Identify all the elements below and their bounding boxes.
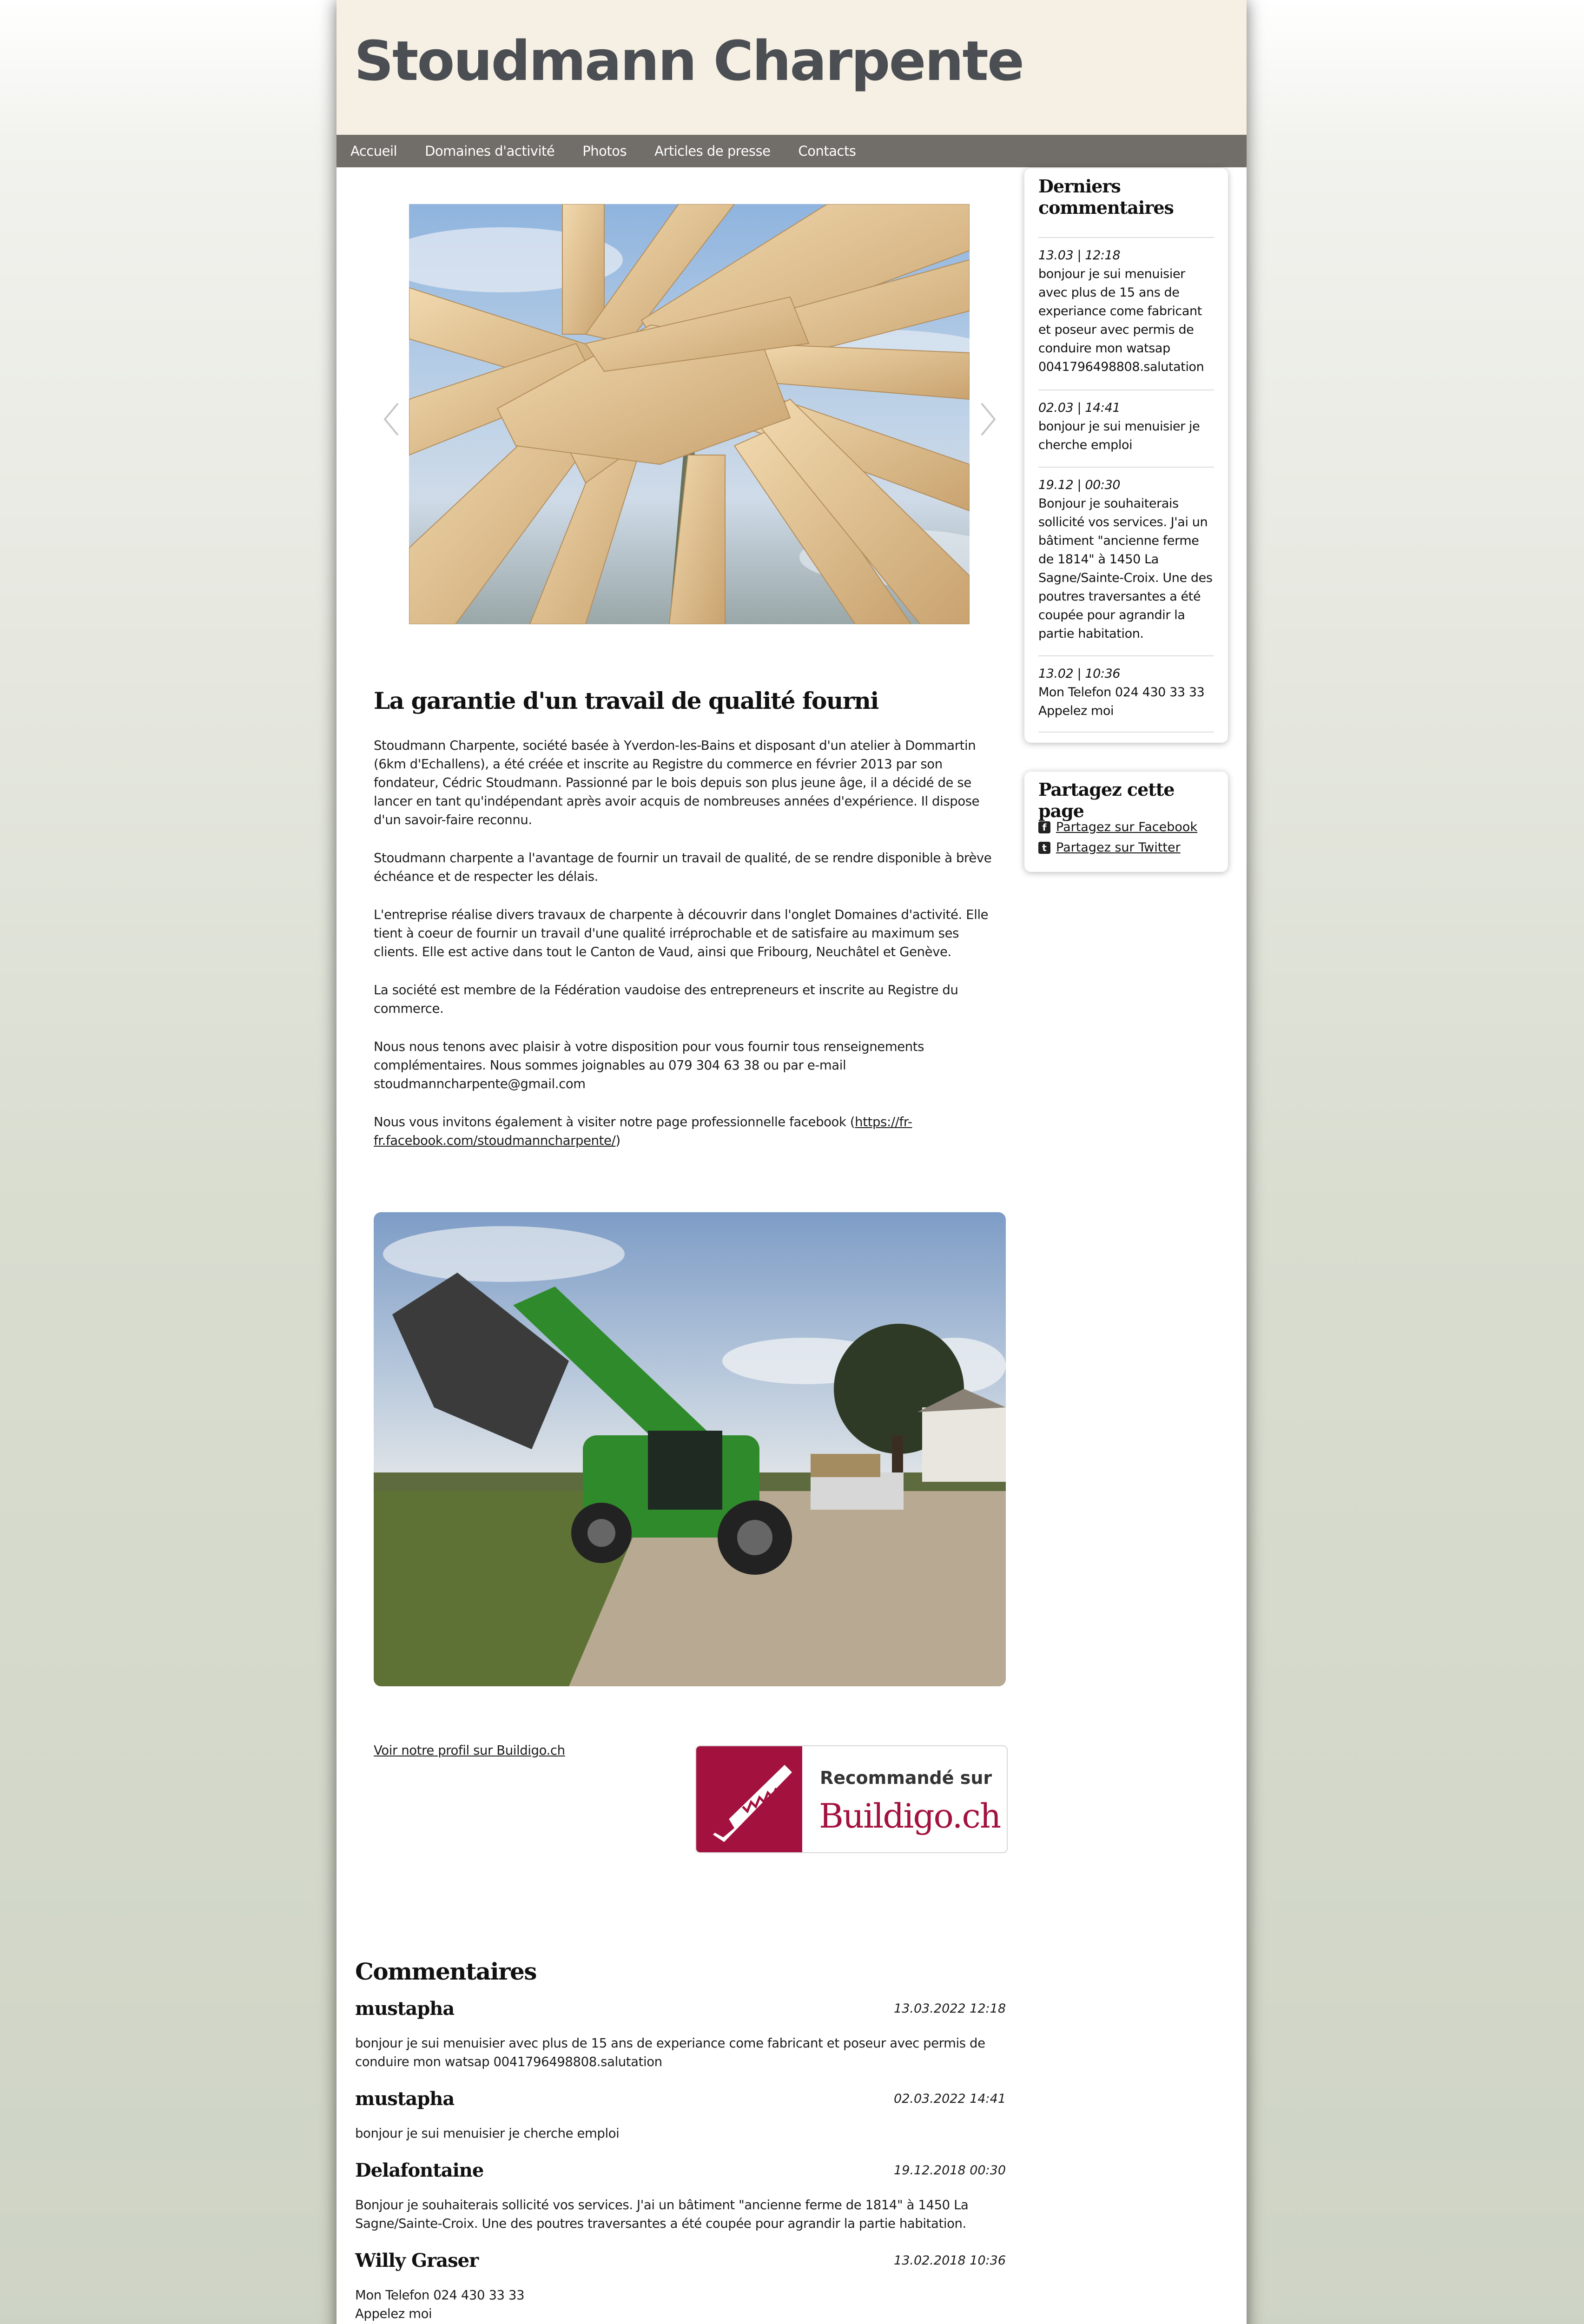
recent-comments-title: Derniers commentaires (1038, 176, 1174, 218)
slideshow-image (409, 204, 970, 624)
nav-item-contacts[interactable]: Contacts (798, 143, 856, 159)
slider-prev-arrow[interactable] (382, 401, 401, 438)
slider-next-arrow[interactable] (979, 401, 997, 438)
divider (1038, 655, 1214, 656)
comment-text: Bonjour je souhaiterais sollicité vos services. J'ai un bâtiment "ancienne ferme de 1814" à 1450 La Sagne/Sainte-Croix. Une des poutres traversantes a été coupée pour agrandir la partie habitation. (355, 2198, 969, 2231)
nav-item-articles[interactable]: Articles de presse (654, 143, 771, 159)
recent-comments-widget (1024, 168, 1228, 743)
nav-item-accueil[interactable]: Accueil (350, 143, 397, 159)
badge-buildigo-wordmark: Buildigo.ch (819, 1796, 1001, 1835)
comment-author: Willy Graser (355, 2250, 479, 2271)
share-twitter-row[interactable] (1038, 840, 1181, 855)
comment-date: 13.02.2018 10:36 (894, 2253, 1006, 2268)
recent-comment-date: 19.12 (1038, 478, 1074, 492)
recent-comment-date: 13.02 (1038, 667, 1074, 681)
recent-comment-text: Mon Telefon 024 430 33 33 Appelez moi (1038, 685, 1205, 718)
recent-comment-time: 10:36 (1085, 667, 1121, 681)
share-title: Partagez cette page (1038, 779, 1175, 821)
comment-text: Mon Telefon 024 430 33 33 Appelez moi (355, 2288, 525, 2321)
telehandler-photo (374, 1212, 1006, 1686)
facebook-paragraph (374, 1113, 1006, 1150)
share-widget (1024, 772, 1228, 872)
section-heading: La garantie d'un travail de qualité fourni (374, 687, 878, 714)
recent-comment-item[interactable]: 13.02 | 10:36 Mon Telefon 024 430 33 33 Appelez moi (1038, 667, 1205, 718)
recent-comment-text: bonjour je sui menuisier je cherche emploi (1038, 419, 1200, 452)
article-paragraph: Stoudmann Charpente, société basée à Yverdon-les-Bains et disposant d'un atelier à Dommartin (6km d'Echallens), a été créée et inscrite au Registre du commerce en février 2013 par son fondateur, Cédric Stoudmann. Passionné par le bois depuis son plus jeune âge, il a décidé de se lancer en tant qu'indépendant après avoir acquis de nombreuses années d'expérience. Il dispose d'un savoir-faire reconnu. (374, 738, 980, 827)
article-paragraph: L'entreprise réalise divers travaux de charpente à découvrir dans l'onglet Domaines d'activité. Elle tient à coeur de fournir un travail d'une qualité irréprochable et de satisfaire au maximum ses clients. Elle est active dans tout le Canton de Vaud, ainsi que Fribourg, Neuchâtel et Genève. (374, 907, 989, 959)
recent-comment-date: 13.03 (1038, 248, 1074, 263)
twitter-icon: t (1038, 842, 1050, 854)
comment-date: 13.03.2022 12:18 (894, 2001, 1006, 2016)
comment-author: mustapha (355, 2088, 455, 2110)
site-header (337, 0, 1247, 135)
facebook-icon: f (1038, 821, 1050, 833)
buildigo-profile-link[interactable]: Voir notre profil sur Buildigo.ch (374, 1743, 565, 1758)
article-paragraph: Stoudmann charpente a l'avantage de fournir un travail de qualité, de se rendre disponible à brève échéance et de respecter les délais. (374, 851, 992, 884)
recent-comment-item[interactable]: 19.12 | 00:30 Bonjour je souhaiterais sollicité vos services. J'ai un bâtiment "ancienne ferme de 1814" à 1450 La Sagne/Sainte-Croix. Une des poutres traversantes a été coupée pour agrandir la partie habitation. (1038, 478, 1213, 641)
facebook-outro: ) (615, 1133, 620, 1148)
divider (1038, 237, 1214, 238)
recent-comment-text: bonjour je sui menuisier avec plus de 15 ans de experiance come fabricant et poseur avec permis de conduire mon watsap 0041796498808.salutation (1038, 267, 1204, 374)
share-facebook-link[interactable]: Partagez sur Facebook (1056, 820, 1198, 834)
comment-date: 02.03.2022 14:41 (894, 2092, 1006, 2106)
recent-comment-text: Bonjour je souhaiterais sollicité vos services. J'ai un bâtiment "ancienne ferme de 1814" à 1450 La Sagne/Sainte-Croix. Une des poutres traversantes a été coupée pour agrandir la partie habitation. (1038, 496, 1213, 641)
comment-author: mustapha (355, 1998, 455, 2020)
page (337, 0, 1247, 2324)
facebook-intro: Nous vous invitons également à visiter notre page professionnelle facebook ( (374, 1115, 855, 1129)
share-facebook-row[interactable] (1038, 820, 1197, 834)
nav-item-photos[interactable]: Photos (582, 143, 627, 159)
comments-heading: Commentaires (355, 1958, 536, 1985)
saw-icon (696, 1746, 802, 1852)
recent-comment-time: 12:18 (1085, 248, 1121, 263)
site-title[interactable]: Stoudmann Charpente (354, 29, 1023, 93)
recent-comment-date: 02.03 (1038, 401, 1074, 415)
comment-author: Delafontaine (355, 2159, 484, 2181)
recent-comment-time: 14:41 (1085, 401, 1121, 415)
share-twitter-link[interactable]: Partagez sur Twitter (1056, 840, 1181, 855)
recent-comment-item[interactable]: 02.03 | 14:41 bonjour je sui menuisier je cherche emploi (1038, 401, 1200, 452)
article-paragraph: Nous nous tenons avec plaisir à votre disposition pour vous fournir tous renseignements complémentaires. Nous sommes joignables au 079 304 63 38 ou par e-mail stoudmanncharpente@gmail.com (374, 1039, 924, 1091)
buildigo-badge[interactable] (695, 1745, 1008, 1853)
nav-item-domaines[interactable]: Domaines d'activité (425, 143, 555, 159)
divider (1038, 467, 1214, 468)
article-body (374, 736, 1006, 1169)
timber-frame-photo (409, 204, 970, 624)
article-paragraph: La société est membre de la Fédération vaudoise des entrepreneurs et inscrite au Registre du commerce. (374, 983, 958, 1016)
recent-comment-time: 00:30 (1085, 478, 1121, 492)
main-nav (337, 135, 1247, 167)
comment-date: 19.12.2018 00:30 (894, 2163, 1006, 2178)
telehandler-illustration (374, 1212, 1006, 1686)
divider (1038, 732, 1214, 733)
recent-comment-item[interactable]: 13.03 | 12:18 bonjour je sui menuisier avec plus de 15 ans de experiance come fabricant et poseur avec permis de conduire mon watsap 0041796498808.salutation (1038, 248, 1204, 374)
badge-recommended-text: Recommandé sur (820, 1768, 992, 1788)
comment-text: bonjour je sui menuisier je cherche emploi (355, 2126, 620, 2141)
facebook-page-link[interactable]: https://fr-fr.facebook.com/stoudmanncharpente/ (374, 1115, 912, 1148)
comment-text: bonjour je sui menuisier avec plus de 15 ans de experiance come fabricant et poseur avec permis de conduire mon watsap 0041796498808.salutation (355, 2036, 985, 2069)
